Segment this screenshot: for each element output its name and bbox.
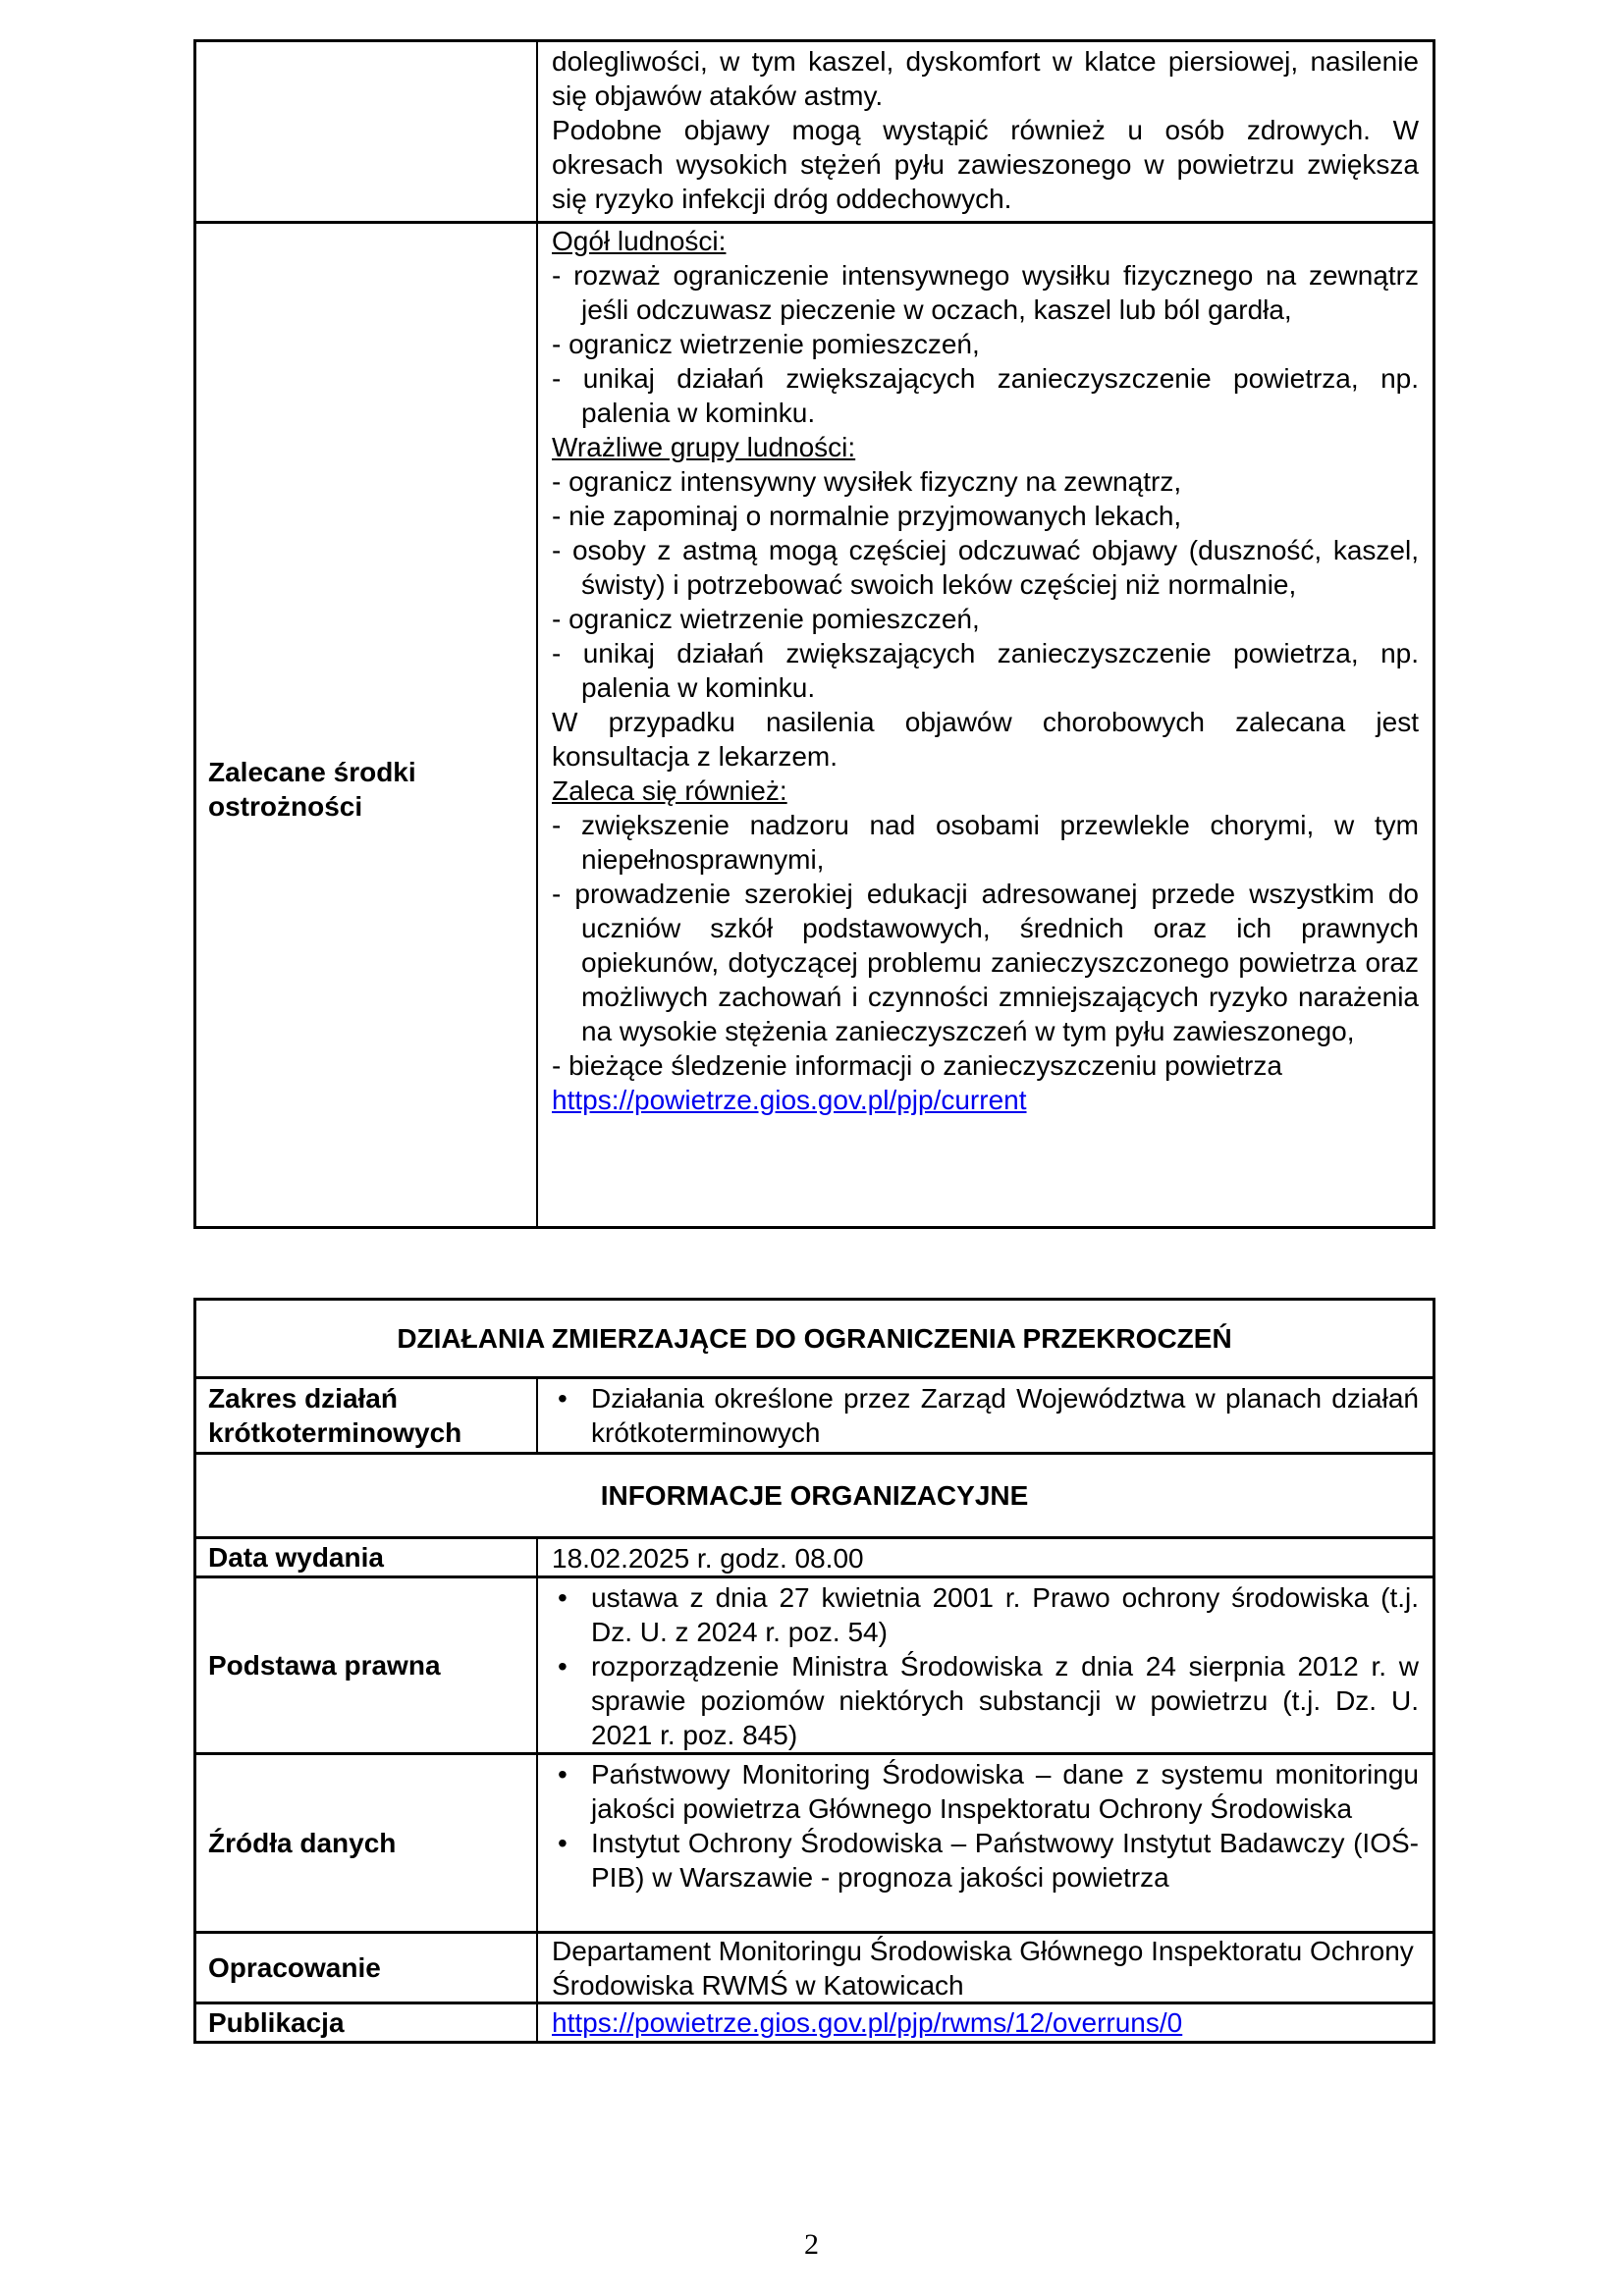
consultation-text: W przypadku nasilenia objawów chorobowych zalecana jest konsultacja z lekarzem.	[552, 707, 1419, 772]
section-title-organizational: INFORMACJE ORGANIZACYJNE	[196, 1452, 1433, 1536]
symptoms-text-2: Podobne objawy mogą wystąpić również u osób zdrowych. W okresach wysokich stężeń pyłu zawieszonego w powietrzu zwiększa się ryzyko infekcji dróg oddechowych.	[552, 115, 1419, 214]
also-item: - prowadzenie szerokiej edukacji adresowanej przede wszystkim do uczniów szkół podstawowych, średnich oraz ich prawnych opiekunów, dotyczącej problemu zanieczyszczonego powietrza oraz możliwych zachowań i czynności zmniejszających ryzyko narażenia na wysokie stężenia zanieczyszczeń w tym pyłu zawieszonego,	[552, 879, 1419, 1046]
prepared-by-value: Departament Monitoringu Środowiska Głównego Inspektoratu Ochrony Środowiska RWMŚ w Katowicach	[552, 1936, 1414, 2001]
symptoms-label	[196, 42, 538, 221]
precautions-row	[196, 221, 1433, 1226]
bullet-icon: •	[558, 1383, 568, 1414]
bullet-icon: •	[558, 1582, 568, 1613]
page-number: 2	[804, 2228, 819, 2261]
actions-info-table	[193, 1298, 1435, 2044]
data-source-item: Instytut Ochrony Środowiska – Państwowy Instytut Badawczy (IOŚ-PIB) w Warszawie - prognoza jakości powietrza	[591, 1828, 1419, 1893]
publication-label: Publikacja	[196, 2004, 538, 2041]
sensitive-item: - ogranicz intensywny wysiłek fizyczny na zewnątrz,	[552, 466, 1182, 497]
general-item: - rozważ ograniczenie intensywnego wysiłku fizycznego na zewnątrz jeśli odczuwasz pieczenie w oczach, kaszel lub ból gardła,	[552, 260, 1419, 325]
data-source-item: Państwowy Monitoring Środowiska – dane z systemu monitoringu jakości powietrza Głównego Inspektoratu Ochrony Środowiska	[591, 1759, 1419, 1824]
sensitive-item: - nie zapominaj o normalnie przyjmowanych lekach,	[552, 501, 1182, 531]
also-item: - bieżące śledzenie informacji o zanieczyszczeniu powietrza	[552, 1050, 1282, 1081]
legal-basis-row	[196, 1575, 1433, 1752]
publication-value	[538, 2004, 1433, 2041]
data-sources-value	[538, 1755, 1433, 1931]
short-term-row	[196, 1376, 1433, 1452]
bullet-icon: •	[558, 1828, 568, 1858]
legal-basis-value	[538, 1578, 1433, 1752]
symptoms-value	[538, 42, 1433, 221]
short-term-value	[538, 1379, 1433, 1452]
issue-date-value: 18.02.2025 r. godz. 08.00	[552, 1543, 864, 1574]
legal-basis-label: Podstawa prawna	[196, 1578, 538, 1752]
bullet-icon: •	[558, 1651, 568, 1682]
general-population-heading: Ogół ludności:	[552, 226, 727, 256]
data-sources-label: Źródła danych	[196, 1755, 538, 1931]
general-item: - ogranicz wietrzenie pomieszczeń,	[552, 329, 980, 359]
section-title-actions: DZIAŁANIA ZMIERZAJĄCE DO OGRANICZENIA PRZEKROCZEŃ	[397, 1322, 1232, 1354]
legal-basis-item: rozporządzenie Ministra Środowiska z dnia 24 sierpnia 2012 r. w sprawie poziomów niektórych substancji w powietrzu (t.j. Dz. U. 2021 r. poz. 845)	[591, 1651, 1419, 1750]
short-term-label: Zakres działań krótkoterminowych	[196, 1379, 538, 1452]
prepared-by-label: Opracowanie	[196, 1934, 538, 2002]
data-sources-row	[196, 1752, 1433, 1931]
bullet-icon: •	[558, 1759, 568, 1789]
symptoms-text-1: dolegliwości, w tym kaszel, dyskomfort w klatce piersiowej, nasilenie się objawów ataków astmy.	[552, 46, 1419, 111]
also-item: - zwiększenie nadzoru nad osobami przewlekle chorymi, w tym niepełnosprawnymi,	[552, 810, 1419, 875]
sensitive-groups-heading: Wrażliwe grupy ludności:	[552, 432, 856, 462]
sensitive-item: - osoby z astmą mogą częściej odczuwać objawy (duszność, kaszel, świsty) i potrzebować swoich leków częściej niż normalnie,	[552, 535, 1419, 600]
recommendations-table	[193, 39, 1435, 1229]
issue-date-label: Data wydania	[196, 1539, 538, 1575]
precautions-label: Zalecane środki ostrożności	[196, 224, 538, 1226]
symptoms-row	[196, 42, 1433, 221]
sensitive-item: - ogranicz wietrzenie pomieszczeń,	[552, 604, 980, 634]
precautions-value	[538, 224, 1433, 1226]
publication-link[interactable]: https://powietrze.gios.gov.pl/pjp/rwms/12/overruns/0	[552, 2007, 1183, 2038]
also-recommended-heading: Zaleca się również:	[552, 775, 787, 806]
short-term-item: Działania określone przez Zarząd Województwa w planach działań krótkoterminowych	[591, 1383, 1419, 1448]
general-item: - unikaj działań zwiększających zanieczyszczenie powietrza, np. palenia w kominku.	[552, 363, 1419, 428]
publication-row	[196, 2002, 1433, 2041]
current-air-quality-link[interactable]: https://powietrze.gios.gov.pl/pjp/current	[552, 1085, 1027, 1115]
prepared-by-row	[196, 1931, 1433, 2002]
sensitive-item: - unikaj działań zwiększających zanieczyszczenie powietrza, np. palenia w kominku.	[552, 638, 1419, 703]
issue-date-row	[196, 1536, 1433, 1575]
legal-basis-item: ustawa z dnia 27 kwietnia 2001 r. Prawo ochrony środowiska (t.j. Dz. U. z 2024 r. poz. 54)	[591, 1582, 1419, 1647]
